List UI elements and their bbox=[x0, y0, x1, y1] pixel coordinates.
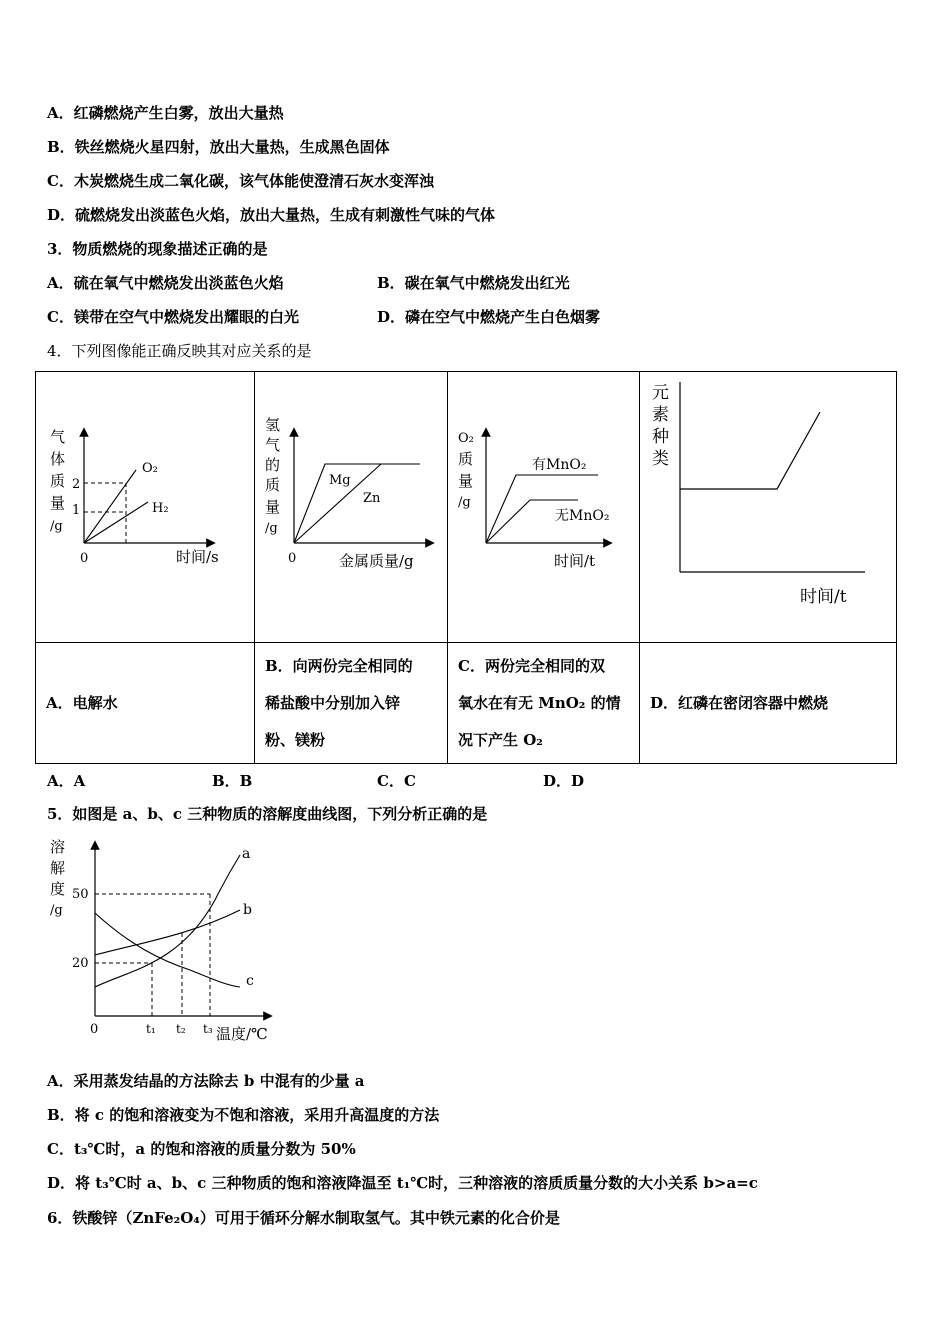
q4-stem: 4．下列图像能正确反映其对应关系的是 bbox=[47, 342, 312, 360]
graph-a-xlabel: 时间/s bbox=[176, 548, 219, 566]
graph-a bbox=[36, 372, 255, 642]
q5-stem: 5．如图是 a、b、c 三种物质的溶解度曲线图，下列分析正确的是 bbox=[47, 805, 488, 823]
graph-d-ylabel-4: 类 bbox=[652, 449, 669, 469]
graph-c-xlabel: 时间/t bbox=[554, 552, 596, 570]
curve-a bbox=[95, 855, 240, 987]
q4-answer-d: D．D bbox=[543, 772, 585, 790]
q4-table bbox=[35, 371, 897, 764]
graph-b-zn-label: Zn bbox=[363, 491, 381, 506]
q3-option-c: C．镁带在空气中燃烧发出耀眼的白光 bbox=[47, 308, 299, 326]
graph-d-ylabel-1: 元 bbox=[652, 383, 669, 403]
q3-stem: 3．物质燃烧的现象描述正确的是 bbox=[47, 240, 268, 258]
q5-option-c: C．t₃℃时，a 的饱和溶液的质量分数为 50% bbox=[47, 1140, 356, 1158]
graph-a-o2-line bbox=[84, 470, 136, 543]
graph-a-tick-1: 1 bbox=[72, 503, 81, 518]
curve-c-label: c bbox=[246, 973, 254, 989]
graph-d-cell bbox=[640, 372, 897, 643]
graph-c-ylabel-3: 量 bbox=[458, 472, 474, 490]
graph-b-ylabel-2: 气 bbox=[265, 436, 281, 454]
curve-b bbox=[95, 910, 240, 955]
label-c-line-2: 氧水在有无 MnO₂ 的情 bbox=[458, 693, 621, 712]
curve-a-label: a bbox=[242, 846, 251, 862]
graph-d bbox=[640, 372, 897, 642]
label-a bbox=[36, 643, 255, 764]
q2-option-a: A．红磷燃烧产生白雾，放出大量热 bbox=[47, 104, 284, 122]
q3-option-b: B．碳在氧气中燃烧发出红光 bbox=[377, 274, 570, 292]
graph-a-ylabel-4: 量 bbox=[50, 494, 66, 512]
q5-ylabel-2: 解 bbox=[50, 859, 66, 877]
q3-option-d: D．磷在空气中燃烧产生白色烟雾 bbox=[377, 308, 601, 326]
q4-answer-b: B．B bbox=[212, 772, 253, 790]
q5-tick-50: 50 bbox=[72, 887, 89, 902]
graph-c-with-label: 有MnO₂ bbox=[532, 457, 587, 473]
q3-option-a: A．硫在氧气中燃烧发出淡蓝色火焰 bbox=[47, 274, 284, 292]
label-c-line-1: C．两份完全相同的双 bbox=[458, 656, 605, 675]
label-c-line-3: 况下产生 O₂ bbox=[458, 730, 543, 749]
label-a-text: A．电解水 bbox=[46, 693, 118, 712]
graph-b bbox=[255, 372, 448, 642]
graph-a-o2-label: O₂ bbox=[142, 461, 158, 476]
q5-ylabel-3: 度 bbox=[50, 880, 66, 898]
graph-b-xlabel: 金属质量/g bbox=[339, 552, 414, 570]
q5-solubility-graph bbox=[40, 830, 300, 1055]
label-c bbox=[448, 643, 640, 764]
q5-option-a: A．采用蒸发结晶的方法除去 b 中混有的少量 a bbox=[47, 1072, 365, 1090]
label-b-line-1: B．向两份完全相同的 bbox=[265, 656, 413, 675]
label-b-line-3: 粉、镁粉 bbox=[265, 730, 326, 749]
graph-b-ylabel-3: 的 bbox=[265, 456, 281, 474]
graph-a-h2-line bbox=[84, 502, 148, 543]
label-d-text: D．红磷在密闭容器中燃烧 bbox=[650, 693, 829, 712]
curve-b-label: b bbox=[243, 902, 252, 918]
graph-d-xlabel: 时间/t bbox=[800, 587, 847, 607]
graph-a-origin: 0 bbox=[80, 551, 89, 566]
q4-answer-c: C．C bbox=[377, 772, 416, 790]
graph-b-ylabel-5: 量 bbox=[265, 498, 281, 516]
graph-a-ylabel-2: 体 bbox=[50, 450, 66, 468]
q5-tick-20: 20 bbox=[72, 956, 89, 971]
graph-b-mg-line bbox=[294, 464, 420, 543]
q2-option-d: D．硫燃烧发出淡蓝色火焰，放出大量热，生成有刺激性气味的气体 bbox=[47, 206, 496, 224]
q5-xlabel: 温度/℃ bbox=[216, 1025, 268, 1043]
graph-c-without-label: 无MnO₂ bbox=[555, 508, 610, 524]
q5-ylabel-4: /g bbox=[50, 903, 63, 918]
graph-d-ylabel-2: 素 bbox=[652, 405, 669, 425]
graph-d-line bbox=[680, 412, 820, 489]
q5-ylabel-1: 溶 bbox=[50, 838, 66, 856]
q6-stem: 6．铁酸锌（ZnFe₂O₄）可用于循环分解水制取氢气。其中铁元素的化合价是 bbox=[47, 1209, 560, 1227]
graph-b-cell bbox=[255, 372, 448, 643]
graph-c-ylabel-2: 质 bbox=[458, 450, 474, 468]
q4-answer-a: A．A bbox=[47, 772, 86, 790]
graph-a-ylabel-3: 质 bbox=[50, 472, 66, 490]
q5-origin: 0 bbox=[90, 1022, 99, 1037]
label-d bbox=[640, 643, 897, 764]
q5-tick-t3: t₃ bbox=[203, 1022, 213, 1036]
graph-b-ylabel-4: 质 bbox=[265, 476, 281, 494]
q5-tick-t2: t₂ bbox=[176, 1022, 186, 1036]
label-b-line-2: 稀盐酸中分别加入锌 bbox=[265, 693, 401, 712]
graph-a-ylabel-5: /g bbox=[50, 519, 63, 534]
graph-b-ylabel-6: /g bbox=[265, 521, 278, 536]
graph-a-cell bbox=[36, 372, 255, 643]
graph-b-ylabel-1: 氢 bbox=[265, 416, 281, 434]
q2-option-c: C．木炭燃烧生成二氧化碳，该气体能使澄清石灰水变浑浊 bbox=[47, 172, 434, 190]
graph-c-ylabel-4: /g bbox=[458, 495, 471, 510]
graph-a-ylabel-1: 气 bbox=[50, 428, 66, 446]
q5-option-b: B．将 c 的饱和溶液变为不饱和溶液，采用升高温度的方法 bbox=[47, 1106, 440, 1124]
graph-b-origin: 0 bbox=[288, 551, 297, 566]
q5-option-d: D．将 t₃℃时 a、b、c 三种物质的饱和溶液降温至 t₁℃时，三种溶液的溶质质量分数的大小关系 b>a=c bbox=[47, 1174, 758, 1192]
graph-a-tick-2: 2 bbox=[72, 477, 81, 492]
graph-c bbox=[448, 372, 640, 642]
q5-tick-t1: t₁ bbox=[146, 1022, 156, 1036]
graph-c-cell bbox=[448, 372, 640, 643]
graph-b-mg-label: Mg bbox=[329, 473, 351, 488]
graph-c-ylabel-1: O₂ bbox=[458, 431, 474, 446]
label-b bbox=[255, 643, 448, 764]
graph-d-ylabel-3: 种 bbox=[652, 427, 669, 447]
q2-option-b: B．铁丝燃烧火星四射，放出大量热，生成黑色固体 bbox=[47, 138, 390, 156]
graph-a-h2-label: H₂ bbox=[152, 501, 169, 516]
